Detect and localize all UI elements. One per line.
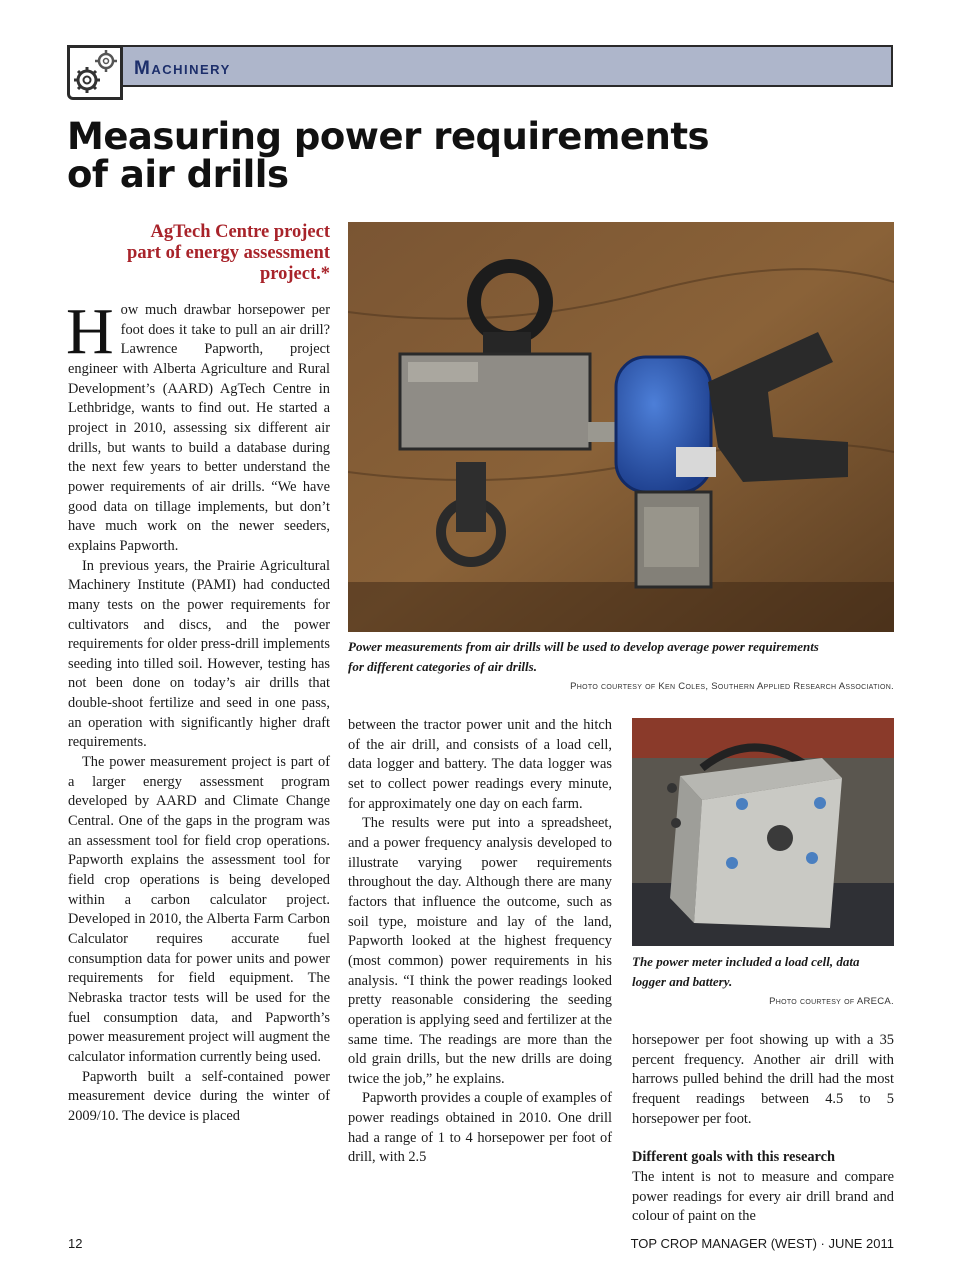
photo-1-caption (348, 637, 894, 676)
column-1 (66, 295, 330, 1127)
publication-footer: TOP CROP MANAGER (WEST) · JUNE 2011 (630, 1236, 894, 1251)
photo-load-cell-hitch (348, 222, 894, 632)
article-deck (68, 222, 330, 285)
section-label: Machinery (134, 58, 231, 79)
article-title (67, 115, 887, 196)
photo-power-meter (632, 718, 894, 946)
paragraph: Papworth built a self-contained power measurement device during the winter of 2009/10. The device is placed (68, 1068, 330, 1124)
photo-2-caption-line-1: The power meter included a load cell, data (632, 954, 860, 969)
title-line-1: Measuring power requirements (67, 115, 710, 158)
paragraph: The results were put into a spreadsheet, and a power frequency analysis developed to illustrate varying power requirements throughout the day. Although there are many factors that influence the outcome, such as soil type, moisture and lay of the land, Papworth looked at the highest frequency (most common) power requirements in his analysis. “I think the power readings looked pretty reasonable considering the seeding operation is applying seed and fertilizer at the same time. The readings are more than the old grain drills, but the new drills are doing twice the job,” he explains. (348, 815, 612, 1087)
deck-line-3: project.* (259, 264, 330, 284)
paragraph-intro-text: ow much drawbar horsepower per foot does it take to pull an air drill? Lawrence Papworth, project engineer with Alberta Agriculture and Rural Development’s (AARD) AgTech Centre in Lethbridge, wants to find out. He started a project in 2010, assessing six different air drills, but wants to build a database during the next few years to better understand the power requirements of air drills. “We have good data on tillage implements, but don’t have much work on the newer seeders, explains Papworth. (68, 302, 330, 554)
paragraph: horsepower per foot showing up with a 35 percent frequency. Another air drill with harrows pulled behind the drill had the most frequent readings between 4.5 to 5 horsepower per foot. (632, 1032, 894, 1127)
paragraph: between the tractor power unit and the hitch of the air drill, and consists of a load cell, data logger and battery. The data logger was set to collect power readings every minute, for approximately one day on each farm. (348, 717, 612, 812)
deck-line-2: part of energy assessment (127, 243, 330, 263)
photo-2-credit: Photo courtesy of ARECA. (769, 996, 894, 1007)
deck-line-1: AgTech Centre project (150, 222, 330, 242)
photo-1-credit: Photo courtesy of Ken Coles, Southern Applied Research Association. (570, 681, 894, 692)
subhead (632, 1148, 894, 1168)
column-3 (632, 1031, 894, 1227)
page-number: 12 (68, 1236, 83, 1251)
photo-1-caption-line-1: Power measurements from air drills will be used to develop average power requirements (348, 639, 819, 654)
section-bar (118, 45, 893, 87)
photo-2-caption-line-2: logger and battery. (632, 973, 733, 989)
photo-2-caption (632, 952, 894, 991)
paragraph: Papworth provides a couple of examples of power readings obtained in 2010. One drill had a range of 1 to 4 horsepower per foot of drill, with 2.5 (348, 1090, 612, 1166)
paragraph: In previous years, the Prairie Agricultural Machinery Institute (PAMI) had conducted many tests on the power requirements for cultivators and discs, and the power requirements for older press-drill implements seeding into tilled soil. However, testing has not been done on today’s air drills that double-shoot fertilize and seed in one pass, an operation with significantly higher draft requirements. (68, 557, 330, 751)
photo-1-caption-line-2: for different categories of air drills. (348, 658, 537, 674)
subhead-text: Different goals with this research (632, 1149, 836, 1166)
paragraph-intro (66, 295, 330, 557)
gear-icon (67, 45, 123, 100)
paragraph: The power measurement project is part of a larger energy assessment program developed by AARD and Climate Change Central. One of the gaps in the program was an assessment tool for field crop operations. Papworth explains the assessment tool for field crop operations is being developed within a carbon calculator project. Developed in 2010, the Alberta Farm Carbon Calculator requires accurate fuel consumption data for power units and power requirements for field equipment. The Nebraska tractor tests will be used for the fuel consumption data, and Papworth’s power measurement project will augment the calculator information currently being used. (68, 754, 330, 1065)
column-2 (348, 716, 612, 1168)
title-line-2: of air drills (67, 153, 289, 196)
paragraph: The intent is not to measure and compare power readings for every air drill brand and colour of paint on the (632, 1168, 894, 1225)
drop-cap: H (66, 295, 114, 368)
